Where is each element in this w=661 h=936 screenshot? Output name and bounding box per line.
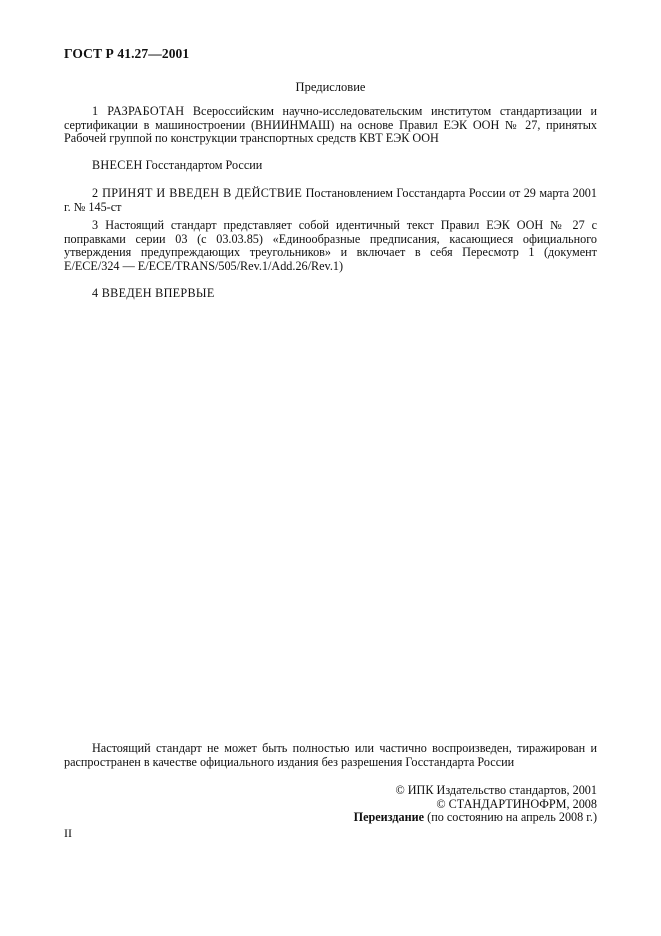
reproduction-notice: Настоящий стандарт не может быть полностью или частично воспроизведен, тиражирован и распространен в качестве официального издания без разрешения Госстандарта России <box>64 741 597 769</box>
reissue-line <box>354 811 597 825</box>
preface-paragraph-2 <box>64 187 597 214</box>
paragraph-text: Постановлением Госстандарта России от 29 марта 2001 г. № 145-ст <box>64 186 597 214</box>
page-number: II <box>64 826 72 840</box>
paragraph-lead: 3 <box>92 218 99 232</box>
preface-paragraph-vnesen <box>64 159 597 173</box>
preface-paragraph-4 <box>64 287 597 301</box>
copyright-line-1: © ИПК Издательство стандартов, 2001 <box>395 783 597 797</box>
paragraph-lead: ВНЕСЕН <box>92 158 143 172</box>
preface-paragraph-1 <box>64 105 597 146</box>
paragraph-text: Всероссийским научно-исследовательским институтом стандартизации и сертификации в машиностроении (ВНИИНМАШ) на основе Правил ЕЭК ООН № 27, принятых Рабочей группой по конструкции транспортных средств КВТ ЕЭК ООН <box>64 104 597 146</box>
preface-paragraph-3 <box>64 219 597 273</box>
reissue-text: (по состоянию на апрель 2008 г.) <box>424 810 597 825</box>
document-code: ГОСТ Р 41.27—2001 <box>64 46 190 61</box>
paragraph-text: Госстандартом России <box>142 158 263 172</box>
imprint-block <box>354 784 597 825</box>
copyright-line-2: © СТАНДАРТИНОФРМ, 2008 <box>436 796 597 811</box>
paragraph-lead: 1 РАЗРАБОТАН <box>92 104 185 118</box>
preface-title: Предисловие <box>295 80 366 94</box>
reissue-label: Переиздание <box>353 810 425 825</box>
paragraph-text: Настоящий стандарт представляет собой идентичный текст Правил ЕЭК ООН № 27 с поправками серии 03 (с 03.03.85) «Единообразные предписания, касающиеся официального утверждения предупреждающих треугольников» и включает в себя Пересмотр 1 (документ E/ECE/324 — E/ECE/TRANS/505/Rev.1/Add.26/Rev.1) <box>64 218 597 273</box>
paragraph-lead: 2 ПРИНЯТ И ВВЕДЕН В ДЕЙСТВИЕ <box>92 186 303 200</box>
paragraph-lead: 4 ВВЕДЕН ВПЕРВЫЕ <box>92 286 215 300</box>
